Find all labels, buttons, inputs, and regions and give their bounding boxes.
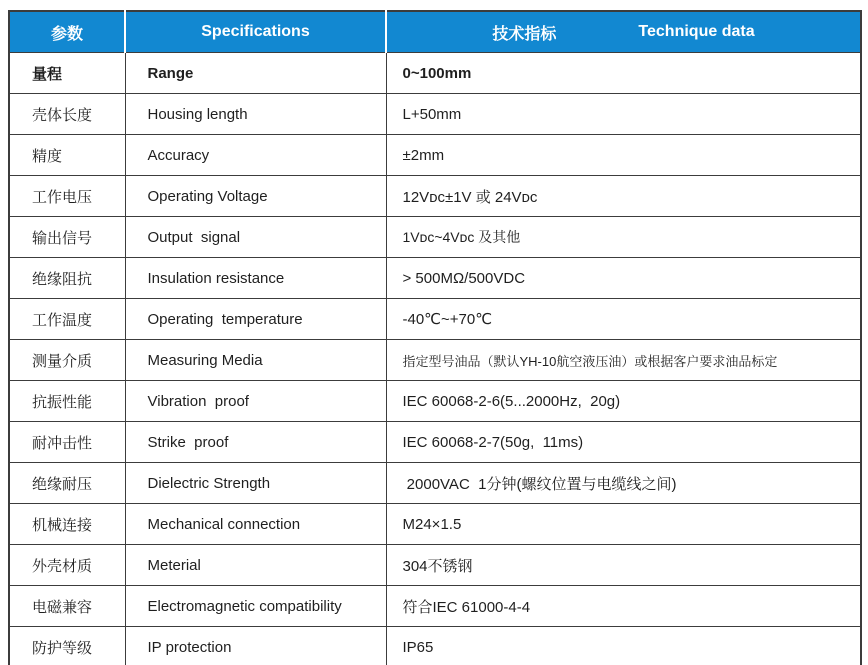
- value-cell: 304不锈钢: [386, 545, 861, 586]
- spec-cell: IP protection: [125, 627, 386, 665]
- spec-cell: Vibration proof: [125, 381, 386, 422]
- table-row: [9, 422, 861, 463]
- header-parameter: 参数: [9, 11, 125, 53]
- header-technique-en: Technique data: [638, 23, 755, 40]
- table-row: [9, 135, 861, 176]
- header-specifications: Specifications: [125, 11, 386, 53]
- spec-cell: Electromagnetic compatibility: [125, 586, 386, 627]
- table-row: [9, 586, 861, 627]
- spec-cell: Housing length: [125, 94, 386, 135]
- value-cell: -40℃~+70℃: [386, 299, 861, 340]
- value-cell: 0~100mm: [386, 53, 861, 94]
- param-cell: 绝缘耐压: [9, 463, 125, 504]
- param-cell: 输出信号: [9, 217, 125, 258]
- value-cell: L+50mm: [386, 94, 861, 135]
- spec-cell: Strike proof: [125, 422, 386, 463]
- spec-cell: Insulation resistance: [125, 258, 386, 299]
- table-header: [9, 11, 861, 53]
- spec-cell: Operating temperature: [125, 299, 386, 340]
- value-cell: M24×1.5: [386, 504, 861, 545]
- spec-cell: Measuring Media: [125, 340, 386, 381]
- param-cell: 量程: [9, 53, 125, 94]
- param-cell: 绝缘阻抗: [9, 258, 125, 299]
- param-cell: 测量介质: [9, 340, 125, 381]
- table-row: [9, 94, 861, 135]
- header-technique: [386, 11, 861, 53]
- spec-cell: Mechanical connection: [125, 504, 386, 545]
- table-row: [9, 299, 861, 340]
- param-cell: 精度: [9, 135, 125, 176]
- table-row: [9, 545, 861, 586]
- param-cell: 机械连接: [9, 504, 125, 545]
- table-row: [9, 53, 861, 94]
- param-cell: 工作电压: [9, 176, 125, 217]
- spec-cell: Accuracy: [125, 135, 386, 176]
- table-body: [9, 53, 861, 665]
- value-cell: IEC 60068-2-6(5...2000Hz, 20g): [386, 381, 861, 422]
- table-row: [9, 217, 861, 258]
- value-cell: 12Vᴅᴄ±1V 或 24Vᴅᴄ: [386, 176, 861, 217]
- param-cell: 工作温度: [9, 299, 125, 340]
- table-row: [9, 504, 861, 545]
- param-cell: 耐冲击性: [9, 422, 125, 463]
- value-cell: 符合IEC 61000-4-4: [386, 586, 861, 627]
- value-cell: > 500MΩ/500VDC: [386, 258, 861, 299]
- header-technique-cn: 技术指标: [492, 25, 557, 43]
- spec-cell: Output signal: [125, 217, 386, 258]
- spec-cell: Meterial: [125, 545, 386, 586]
- value-cell: IP65: [386, 627, 861, 665]
- value-cell: 指定型号油品（默认YH-10航空液压油）或根据客户要求油品标定: [386, 340, 861, 381]
- table-row: [9, 176, 861, 217]
- table-row: [9, 627, 861, 665]
- table-row: [9, 381, 861, 422]
- param-cell: 防护等级: [9, 627, 125, 665]
- spec-cell: Dielectric Strength: [125, 463, 386, 504]
- value-cell: ±2mm: [386, 135, 861, 176]
- spec-cell: Range: [125, 53, 386, 94]
- table-row: [9, 340, 861, 381]
- table-row: [9, 258, 861, 299]
- param-cell: 电磁兼容: [9, 586, 125, 627]
- param-cell: 外壳材质: [9, 545, 125, 586]
- value-cell: IEC 60068-2-7(50g, 11ms): [386, 422, 861, 463]
- value-cell: 2000VAC 1分钟(螺纹位置与电缆线之间): [386, 463, 861, 504]
- header-row: [9, 11, 861, 53]
- value-cell: 1Vᴅᴄ~4Vᴅᴄ 及其他: [386, 217, 861, 258]
- table-row: [9, 463, 861, 504]
- spec-cell: Operating Voltage: [125, 176, 386, 217]
- param-cell: 抗振性能: [9, 381, 125, 422]
- param-cell: 壳体长度: [9, 94, 125, 135]
- specs-table: [8, 10, 862, 665]
